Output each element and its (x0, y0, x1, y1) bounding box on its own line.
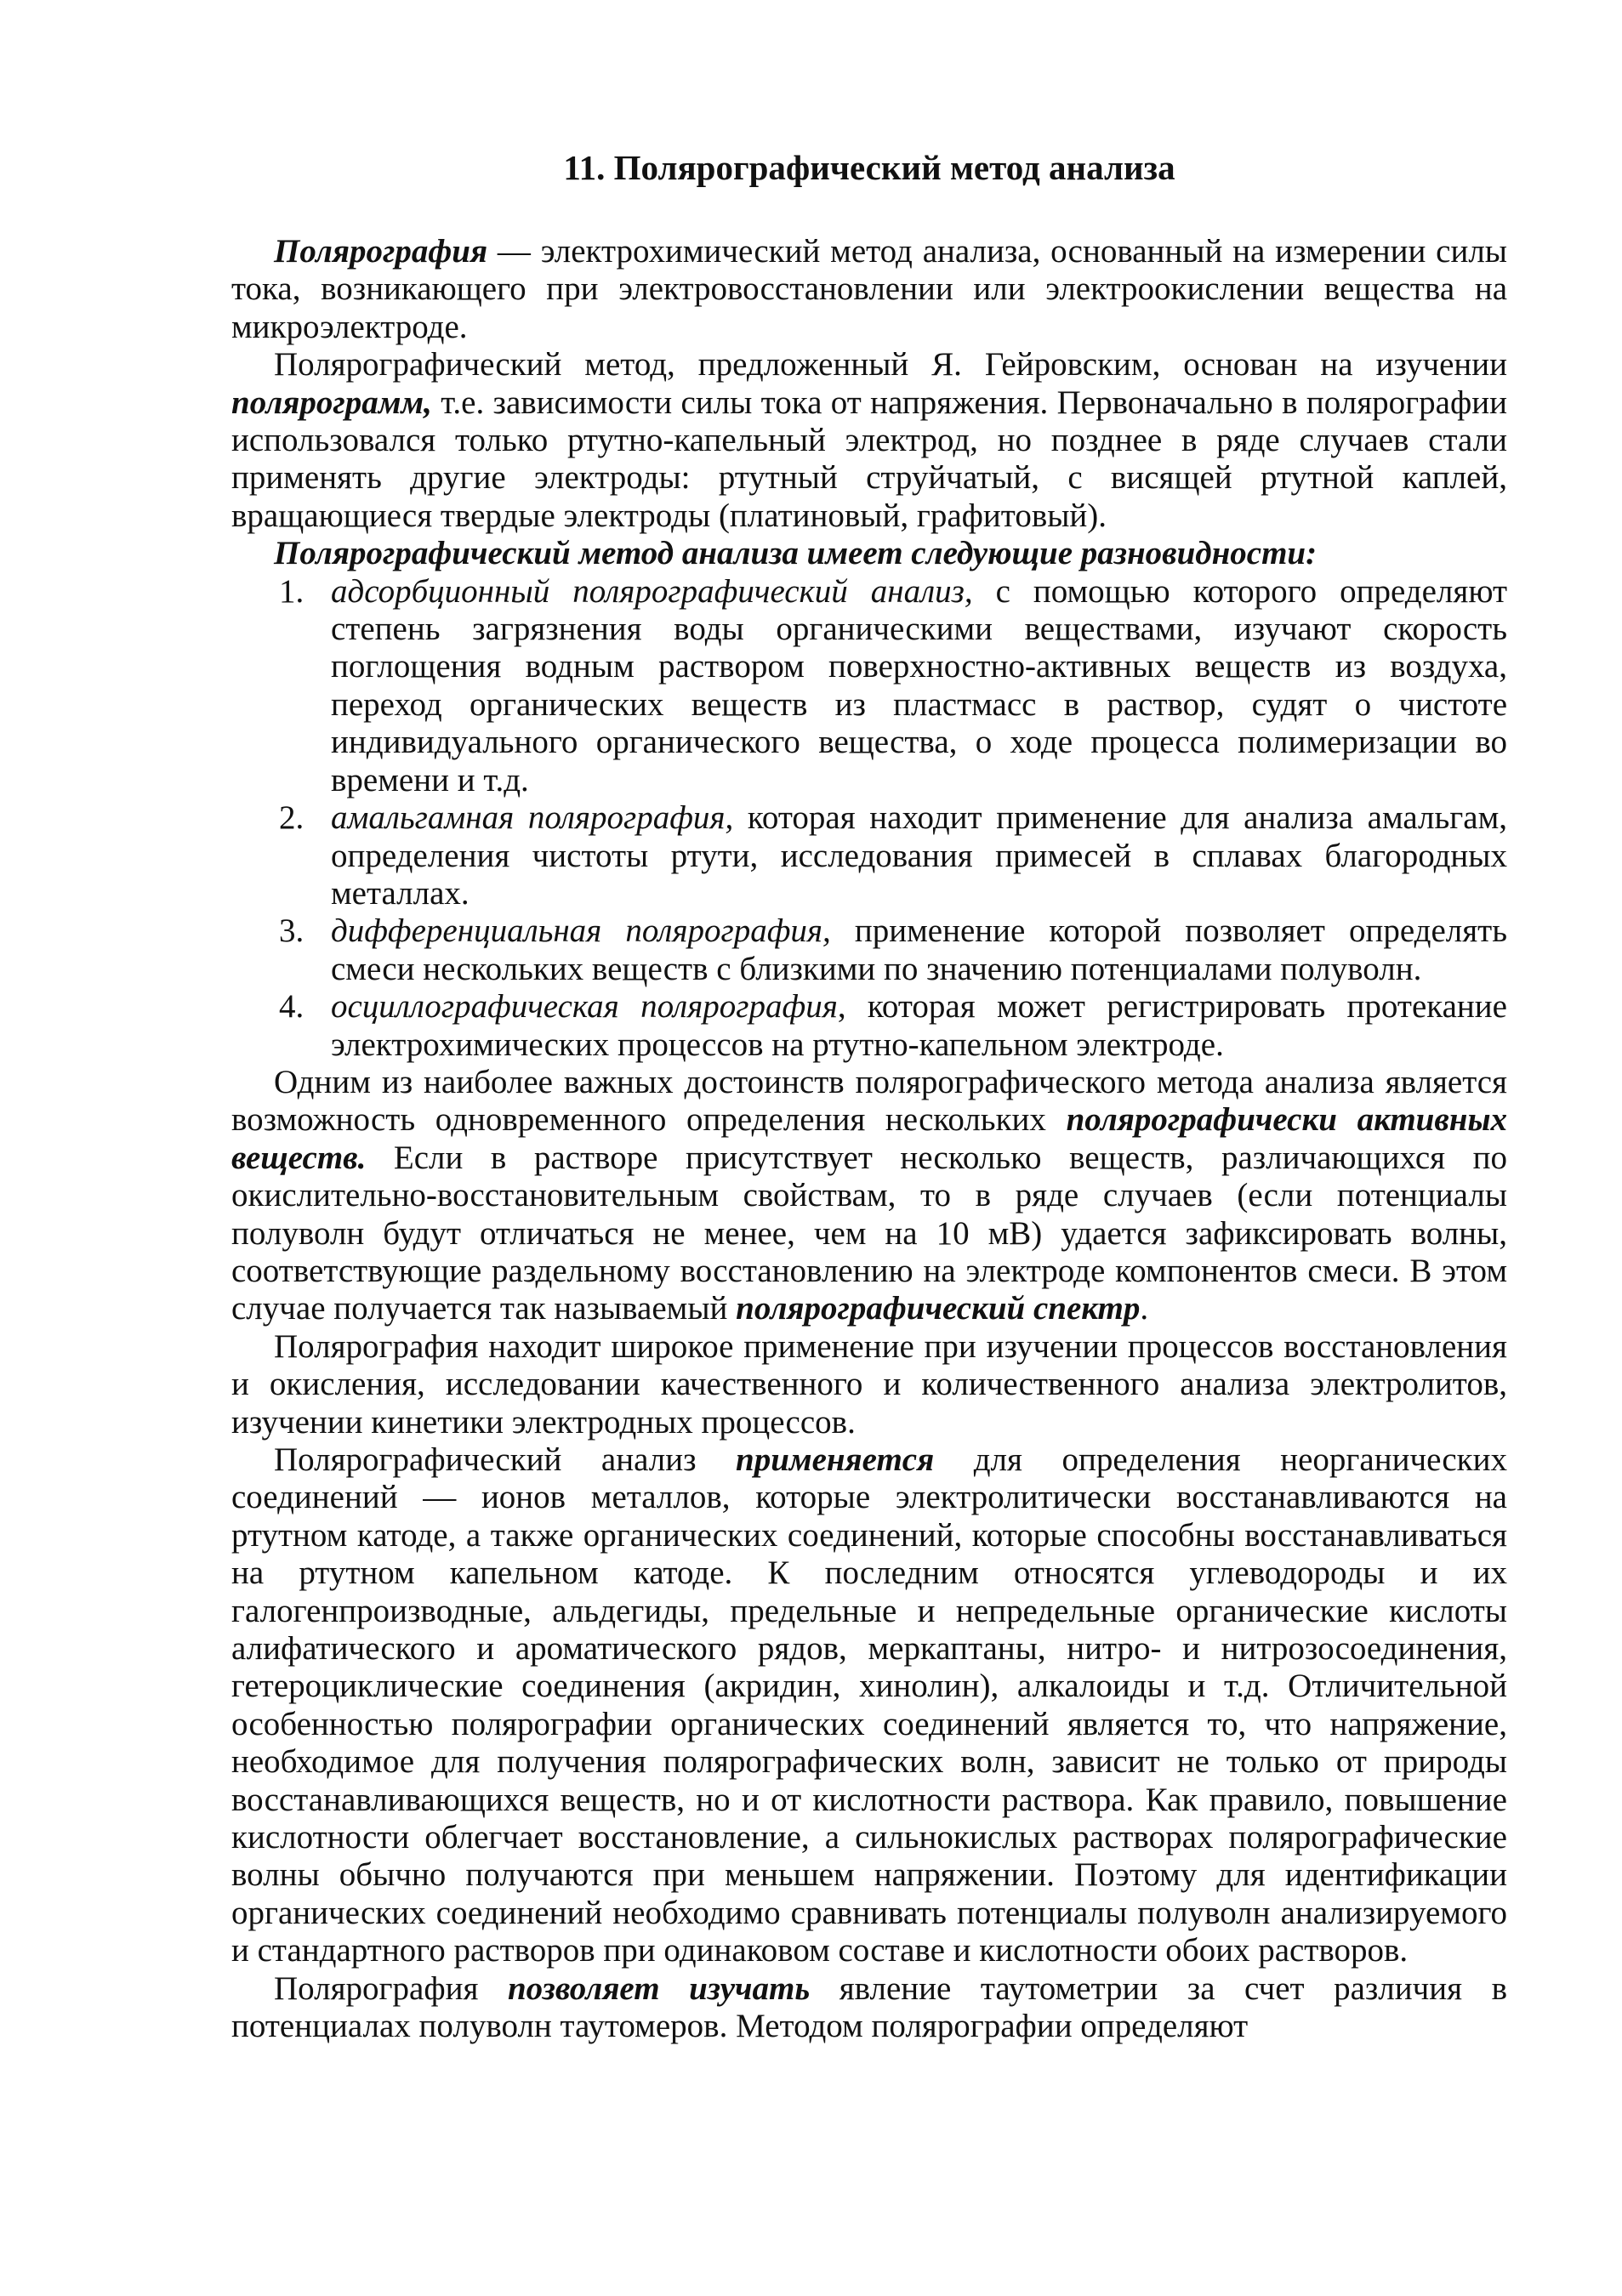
paragraph-advantages (231, 1064, 1507, 1328)
list-number: 3. (279, 912, 304, 950)
paragraph-usage (231, 1441, 1507, 1970)
list-text: применение которой позволяет определять смеси нескольких веществ с близкими по значению потенциалами полуволн. (331, 912, 1507, 987)
list-item (231, 912, 1507, 988)
list-number: 1. (279, 572, 304, 610)
list-number: 2. (279, 799, 304, 837)
list-text: которая находит применение для анализа амальгам, определения чистоты ртути, исследования примесей в сплавах благородных металлах. (331, 799, 1508, 912)
paragraph-text: Полярография (274, 1969, 508, 2007)
paragraph-applications: Полярография находит широкое применение при изучении процессов восстановления и окисления, исследовании качественного и количественного анализа электролитов, изучении кинетики электродных процессов. (231, 1327, 1507, 1441)
paragraph-text: т.е. зависимости силы тока от напряжения. Первоначально в полярографии использовался только ртутно-капельный электрод, но позднее в ряде случаев стали применять другие электроды: ртутный струйчатый, с висящей ртутной каплей, вращающиеся твердые электроды (платиновый, графитовый). (231, 384, 1507, 534)
varieties-list (231, 573, 1507, 1064)
paragraph-text: для определения неорганических соединений — ионов металлов, которые электролитически восстанавливаются на ртутном катоде, а также органических соединений, которые способны восстанавливаться на ртутном капельном катоде. К последним относятся углеводороды и их галогенпроизводные, альдегиды, предельные и непредельные органические кислоты алифатического и ароматического рядов, меркаптаны, нитро- и нитрозосоединения, гетероциклические соединения (акридин, хинолин), алкалоиды и т.д. Отличительной особенностью полярографии органических соединений является то, что напряжение, необходимое для получения полярографических волн, зависит не только от природы восстанавливающихся веществ, но и от кислотности раствора. Как правило, повышение кислотности облегчает восстановление, а сильнокислых растворах полярографические волны обычно получаются при меньшем напряжении. Поэтому для идентификации органических соединений необходимо сравнивать потенциалы полуволн анализируемого и стандартного растворов при одинаковом составе и кислотности обоих растворов. (231, 1441, 1507, 1969)
list-term: осциллографическая полярография (331, 988, 838, 1026)
list-term: дифференциальная полярография, (331, 912, 831, 950)
list-term: амальгамная полярография, (331, 799, 734, 837)
term-polarography: Полярография (274, 233, 488, 270)
list-item (231, 799, 1507, 912)
paragraph-text: явление таутометрии за счет различия в потенциалах полуволн таутомеров. Методом полярографии определяют (231, 1969, 1507, 2045)
paragraph-text: Если в растворе присутствует несколько веществ, различающихся по окислительно-восстановительным свойствам, то в ряде случаев (если потенциалы полуволн будут отличаться не менее, чем на 10 мВ) удается зафиксировать волны, соответствующие раздельному восстановлению на электроде компонентов смеси. В этом случае получается так называемый (231, 1139, 1507, 1327)
paragraph-tautomerism (231, 1970, 1507, 2046)
paragraph-text: . (1140, 1290, 1149, 1327)
term-allows-study: позволяет изучать (507, 1969, 811, 2007)
term-active-substances: полярографически активных веществ. (231, 1101, 1508, 1176)
list-number: 4. (279, 988, 304, 1026)
list-term: адсорбционный полярографический анализ, (331, 572, 973, 610)
list-text: с помощью которого определяют степень загрязнения воды органическими веществами, изучают скорость поглощения водным раствором поверхностно-активных веществ из воздуха, переход органических веществ из пластмасс в раствор, судят о чистоте индивидуального органического вещества, о ходе процесса полимеризации во времени и т.д. (331, 572, 1507, 798)
varieties-heading: Полярографический метод анализа имеет следующие разновидности: (274, 535, 1318, 572)
paragraph-text: Одним из наиболее важных достоинств полярографического метода анализа является возможность одновременного определения нескольких (231, 1063, 1507, 1139)
paragraph-method (231, 346, 1507, 535)
page-title: 11. Полярографический метод анализа (563, 148, 1175, 187)
paragraph-text: Полярографический анализ (274, 1441, 736, 1478)
paragraph-text: Полярографический метод, предложенный Я. Гейровским, основан на изучении (274, 346, 1507, 384)
list-text: , которая может регистрировать протекание электрохимических процессов на ртутно-капельном электроде. (331, 988, 1507, 1063)
list-item (231, 988, 1507, 1064)
term-applied: применяется (736, 1441, 935, 1478)
term-polarograms: полярограмм, (231, 384, 432, 421)
paragraph-definition (231, 233, 1507, 346)
term-polarographic-spectrum: полярографический спектр (736, 1290, 1141, 1327)
document-body (231, 146, 1507, 2046)
list-item (231, 573, 1507, 799)
paragraph-text: — электрохимический метод анализа, основанный на измерении силы тока, возникающего при электровосстановлении или электроокислении вещества на микроэлектроде. (231, 233, 1507, 345)
